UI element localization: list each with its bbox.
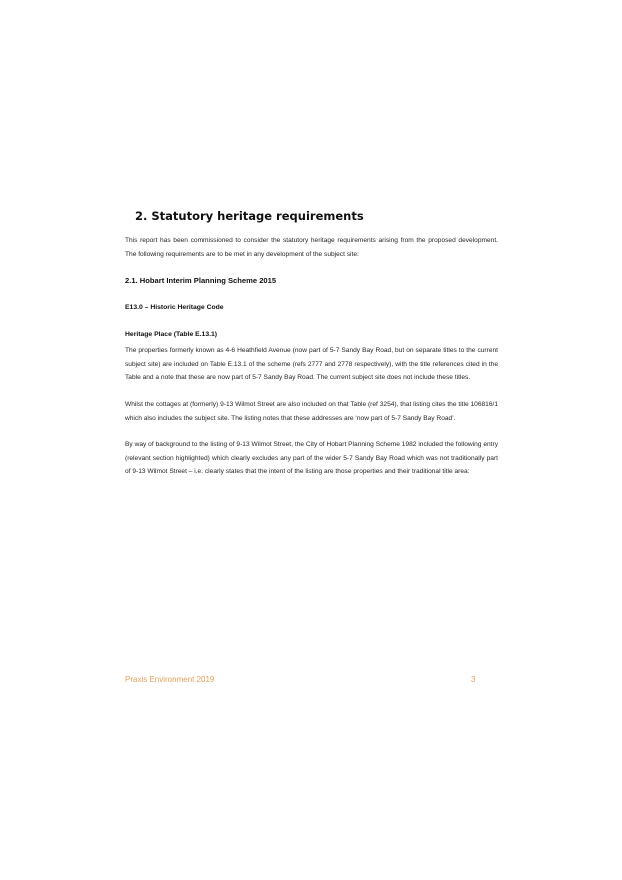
section-number: 2.: [135, 209, 148, 223]
paragraph-heathfield: The properties formerly known as 4-6 Heathfield Avenue (now part of 5-7 Sandy Bay Road, but on separate titles to the current subject site) are included on Table E.13.1 of the scheme (refs 2777 and 2778 respectively), with the title references cited in the Table and a note that these are now part of 5-7 Sandy Bay Road. The current subject site does not include these titles.: [125, 347, 498, 382]
section-title: Statutory heritage requirements: [151, 209, 364, 223]
intro-paragraph: This report has been commissioned to consider the statutory heritage requirements arising from the proposed development. The following requirements are to be met in any development of the subject site:: [125, 237, 498, 258]
code-heading: E13.0 – Historic Heritage Code: [125, 304, 224, 312]
subsection-heading: 2.1. Hobart Interim Planning Scheme 2015: [125, 276, 277, 286]
footer-page-number: 3: [471, 675, 476, 684]
paragraph-wilmot-cottages: Whilst the cottages at (formerly) 9-13 Wilmot Street are also included on that Table (ref 3254), that listing cites the title 106816/1 which also includes the subject site. The listing notes that these addresses are ‘now part of 5-7 Sandy Bay Road’.: [125, 400, 498, 422]
heritage-place-heading: Heritage Place (Table E.13.1): [125, 331, 218, 339]
paragraph-background: By way of background to the listing of 9-13 Wilmot Street, the City of Hobart Planning Scheme 1982 included the following entry (relevant section highlighted) which clearly excludes any part of the wider 5-7 Sandy Bay Road which was not traditionally part of 9-13 Wilmot Street – i.e. clearly states that the intent of the listing are those properties and their traditional title area:: [125, 441, 498, 476]
footer-publisher: Praxis Environment 2019: [125, 675, 215, 684]
section-heading: [135, 208, 498, 224]
page-content: [125, 208, 498, 479]
